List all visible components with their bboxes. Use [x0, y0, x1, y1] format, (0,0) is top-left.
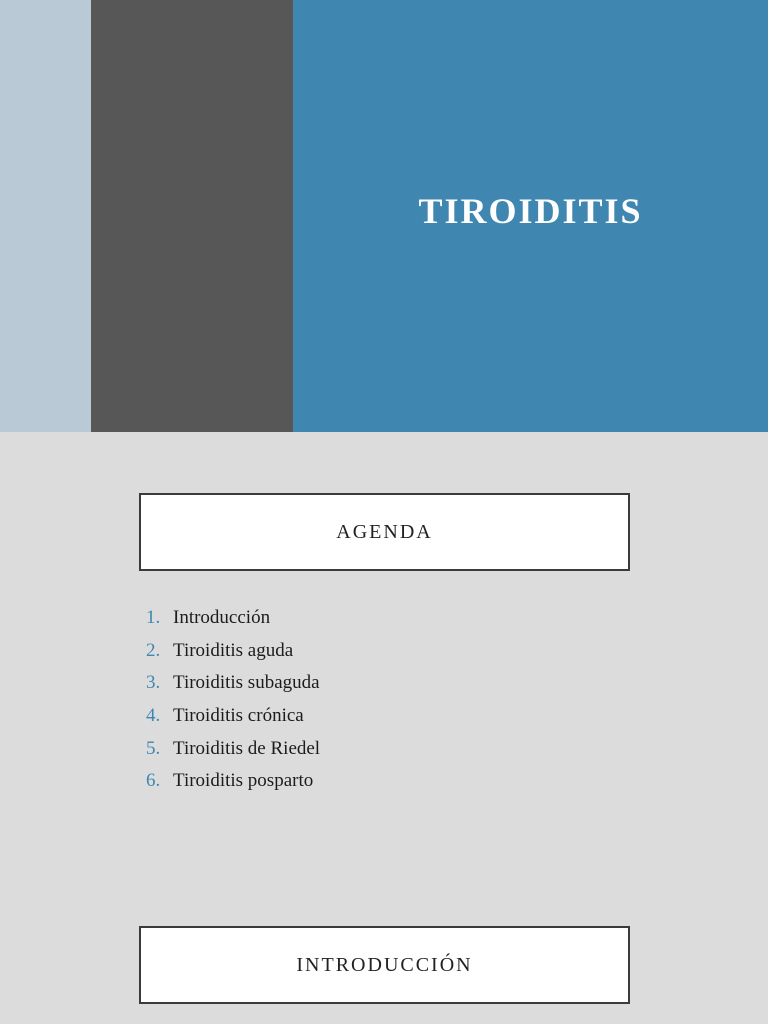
left-color-band [0, 0, 91, 432]
agenda-list [146, 602, 320, 798]
title-slide [0, 0, 768, 432]
agenda-item-label: Introducción [173, 607, 271, 629]
agenda-item-number: 4. [146, 705, 161, 727]
agenda-item-label: Tiroiditis posparto [173, 770, 314, 792]
agenda-item-tiroiditis-riedel [146, 732, 320, 765]
introduccion-heading: INTRODUCCIÓN [139, 926, 630, 1004]
agenda-item-introduccion [146, 602, 320, 635]
agenda-heading: AGENDA [139, 493, 630, 571]
agenda-item-tiroiditis-cronica [146, 700, 320, 733]
agenda-item-number: 2. [146, 639, 161, 661]
presentation-title: TIROIDITIS [418, 191, 643, 231]
agenda-item-number: 5. [146, 737, 161, 759]
agenda-item-tiroiditis-subaguda [146, 667, 320, 700]
agenda-item-label: Tiroiditis aguda [173, 639, 294, 661]
agenda-item-number: 1. [146, 607, 161, 629]
middle-color-band [91, 0, 293, 432]
agenda-item-label: Tiroiditis subaguda [173, 672, 320, 694]
agenda-item-tiroiditis-posparto [146, 765, 320, 798]
agenda-item-label: Tiroiditis crónica [173, 705, 304, 727]
agenda-item-number: 6. [146, 770, 161, 792]
agenda-slide [0, 432, 768, 1024]
agenda-item-label: Tiroiditis de Riedel [173, 737, 321, 759]
agenda-item-tiroiditis-aguda [146, 635, 320, 668]
agenda-item-number: 3. [146, 672, 161, 694]
